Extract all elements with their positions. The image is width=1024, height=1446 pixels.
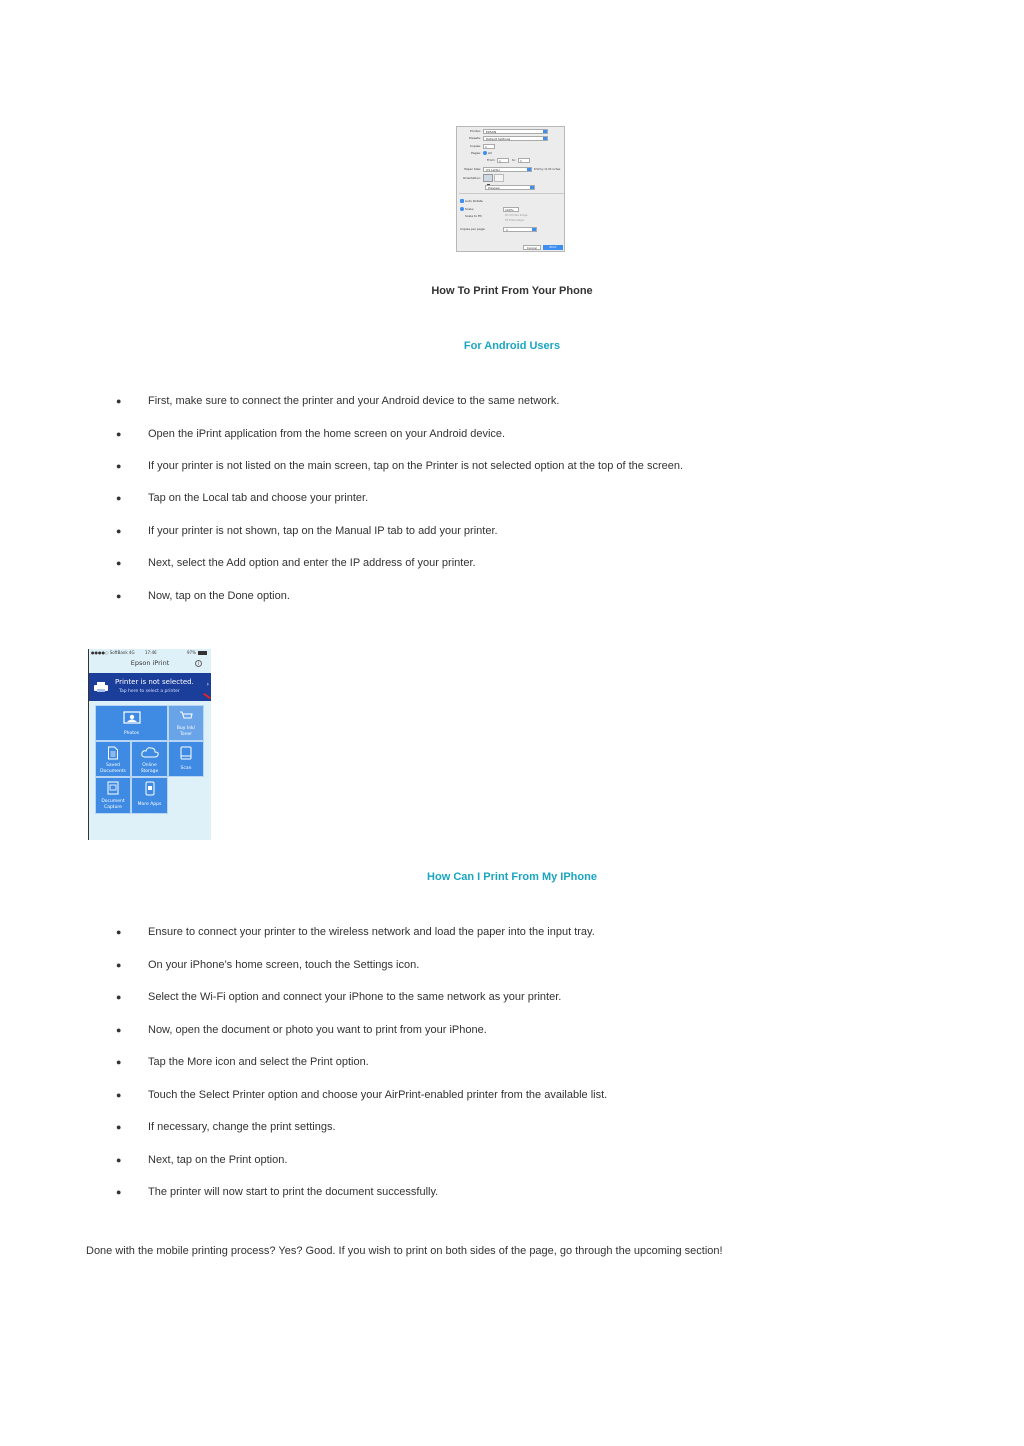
pages-all-radio[interactable] <box>483 151 487 155</box>
banner-main-text: Printer is not selected. <box>115 678 194 686</box>
list-item <box>0 1087 1000 1103</box>
bullet: ● <box>116 1122 122 1132</box>
app-title: Epson iPrint <box>130 659 170 667</box>
document-icon <box>108 746 119 760</box>
photos-label: Photos <box>123 731 140 736</box>
portrait-orientation-button[interactable] <box>483 174 493 182</box>
divider <box>459 193 564 194</box>
list-item <box>0 989 1000 1005</box>
saved-documents-label-1: Saved <box>106 763 120 768</box>
pages-to-input[interactable]: 1 <box>518 158 530 163</box>
android-heading: For Android Users <box>463 340 561 352</box>
photos-tile[interactable] <box>95 705 168 741</box>
photo-icon <box>123 711 141 724</box>
printer-select[interactable] <box>483 129 548 134</box>
more-apps-label: More Apps <box>137 802 162 807</box>
saved-documents-label-2: Documents <box>100 769 126 774</box>
paper-size-select[interactable] <box>483 167 532 172</box>
status-carrier: ●●●●○ SoftBank 4G <box>91 650 135 655</box>
bullet: ● <box>116 1187 122 1197</box>
print-dialog-screenshot <box>456 126 565 252</box>
app-options-select[interactable] <box>485 185 535 190</box>
phone-icon <box>145 781 155 796</box>
list-item <box>0 426 1000 442</box>
buy-ink-label-1: Buy Ink/ <box>176 726 196 731</box>
list-item <box>0 1022 1000 1038</box>
banner-sub-text: Tap here to select a printer <box>119 689 180 694</box>
iphone-heading: How Can I Print From My IPhone <box>427 871 597 883</box>
step-text: Next, tap on the Print option. <box>148 1154 288 1166</box>
copies-per-page-label: Copies per page: <box>460 227 486 231</box>
chevron-down-icon <box>527 168 531 171</box>
more-apps-tile[interactable] <box>131 777 168 814</box>
info-icon[interactable]: i <box>195 660 202 667</box>
bullet: ● <box>116 960 122 970</box>
bullet: ● <box>116 1057 122 1067</box>
closing-paragraph: Done with the mobile printing process? Yes? Good. If you wish to print on both sides of the page, go through the upcoming section! <box>86 1245 723 1257</box>
scale-input[interactable]: 100% <box>503 207 519 212</box>
cancel-button[interactable]: Cancel <box>523 245 541 250</box>
list-item <box>0 588 1000 604</box>
orientation-label: Orientation: <box>463 176 481 180</box>
saved-documents-tile[interactable] <box>95 741 131 777</box>
scan-icon <box>180 746 192 760</box>
printer-not-selected-banner[interactable] <box>89 673 211 701</box>
chevron-right-icon: › <box>206 681 209 688</box>
scale-label: Scale: <box>465 207 475 211</box>
list-item <box>0 393 1000 409</box>
step-text: Next, select the Add option and enter the IP address of your printer. <box>148 557 476 569</box>
step-text: If your printer is not shown, tap on the Manual IP tab to add your printer. <box>148 525 498 537</box>
bullet: ● <box>116 461 122 471</box>
step-text: Ensure to connect your printer to the wireless network and load the paper into the input tray. <box>148 926 595 938</box>
print-entire-image-option[interactable]: Print Entire Image <box>505 214 528 217</box>
document-capture-icon <box>107 781 119 795</box>
paper-size-label: Paper Size: <box>464 167 481 171</box>
page-title: How To Print From Your Phone <box>431 285 593 297</box>
scale-to-fit-label: Scale to Fit: <box>465 214 483 218</box>
list-item <box>0 1152 1000 1168</box>
document-capture-label-1: Document <box>101 799 125 804</box>
app-options-value: Preview <box>488 186 500 190</box>
step-text: Touch the Select Printer option and choose your AirPrint-enabled printer from the available list. <box>148 1089 608 1101</box>
printer-icon <box>93 681 109 693</box>
copies-label: Copies: <box>469 144 481 148</box>
chevron-down-icon <box>530 186 534 189</box>
list-item <box>0 1119 1000 1135</box>
auto-rotate-checkbox[interactable] <box>460 199 464 203</box>
list-item <box>0 1054 1000 1070</box>
cloud-icon <box>141 747 159 758</box>
presets-label: Presets: <box>469 136 481 140</box>
copies-per-page-value: 1 <box>506 228 508 232</box>
step-text: First, make sure to connect the printer and your Android device to the same network. <box>148 395 560 407</box>
bullet: ● <box>116 927 122 937</box>
bullet: ● <box>116 992 122 1002</box>
presets-value: Default Settings <box>486 137 511 141</box>
step-text: Select the Wi-Fi option and connect your iPhone to the same network as your printer. <box>148 991 562 1003</box>
bullet: ● <box>116 1155 122 1165</box>
list-item <box>0 1184 1000 1200</box>
cart-icon <box>179 711 193 721</box>
step-text: If necessary, change the print settings. <box>148 1121 336 1133</box>
bullet: ● <box>116 493 122 503</box>
bullet: ● <box>116 396 122 406</box>
fill-entire-paper-option[interactable]: Fill Entire Paper <box>505 219 525 222</box>
scan-label: Scan <box>180 766 192 771</box>
paper-size-dims: 8.50 by 11.00 inches <box>534 168 561 171</box>
online-storage-label-2: Storage <box>140 769 159 774</box>
chevron-down-icon <box>532 228 536 231</box>
bullet: ● <box>116 1090 122 1100</box>
document-capture-tile[interactable] <box>95 777 131 814</box>
online-storage-tile[interactable] <box>131 741 168 777</box>
step-text: Now, open the document or photo you want to print from your iPhone. <box>148 1024 487 1036</box>
list-item <box>0 458 1000 474</box>
list-item <box>0 523 1000 539</box>
buy-ink-tile[interactable] <box>168 705 204 741</box>
auto-rotate-label: Auto Rotate <box>465 199 483 203</box>
pages-all-label: All <box>488 151 492 155</box>
online-storage-label-1: Online <box>142 763 157 768</box>
step-text: The printer will now start to print the document successfully. <box>148 1186 439 1198</box>
status-time: 17:46 <box>145 650 157 655</box>
pages-from-input[interactable]: 1 <box>497 158 509 163</box>
landscape-orientation-button[interactable] <box>494 174 504 182</box>
pages-to-label: to: <box>512 158 517 162</box>
printer-value: EPSON <box>486 130 497 134</box>
presets-select[interactable] <box>483 136 548 141</box>
chevron-down-icon <box>543 130 547 133</box>
bullet: ● <box>116 558 122 568</box>
list-item <box>0 957 1000 973</box>
paper-size-value: US Letter <box>486 168 500 172</box>
bullet: ● <box>116 526 122 536</box>
bullet: ● <box>116 591 122 601</box>
battery-icon <box>198 651 207 655</box>
buy-ink-label-2: Toner <box>179 732 193 737</box>
list-item <box>0 490 1000 506</box>
pages-from-label: From: <box>487 158 496 162</box>
document-capture-label-2: Capture <box>104 805 122 810</box>
step-text: On your iPhone’s home screen, touch the Settings icon. <box>148 959 420 971</box>
copies-input[interactable]: 1 <box>483 144 495 149</box>
list-item <box>0 555 1000 571</box>
step-text: If your printer is not listed on the main screen, tap on the Printer is not selected option at the top of the screen. <box>148 460 684 472</box>
scan-tile[interactable] <box>168 741 204 777</box>
chevron-down-icon <box>543 137 547 140</box>
step-text: Tap on the Local tab and choose your printer. <box>148 492 369 504</box>
bullet: ● <box>116 1025 122 1035</box>
step-text: Now, tap on the Done option. <box>148 590 290 602</box>
status-battery: 97% <box>187 650 196 655</box>
bullet: ● <box>116 429 122 439</box>
step-text: Open the iPrint application from the home screen on your Android device. <box>148 428 506 440</box>
list-item <box>0 924 1000 940</box>
copies-per-page-select[interactable] <box>503 227 537 232</box>
printer-label: Printer: <box>470 129 481 133</box>
step-text: Tap the More icon and select the Print option. <box>148 1056 369 1068</box>
print-button[interactable]: Print <box>543 245 563 250</box>
epson-iprint-screenshot <box>88 649 211 840</box>
scale-radio[interactable] <box>460 207 464 211</box>
pages-label: Pages: <box>471 151 481 155</box>
